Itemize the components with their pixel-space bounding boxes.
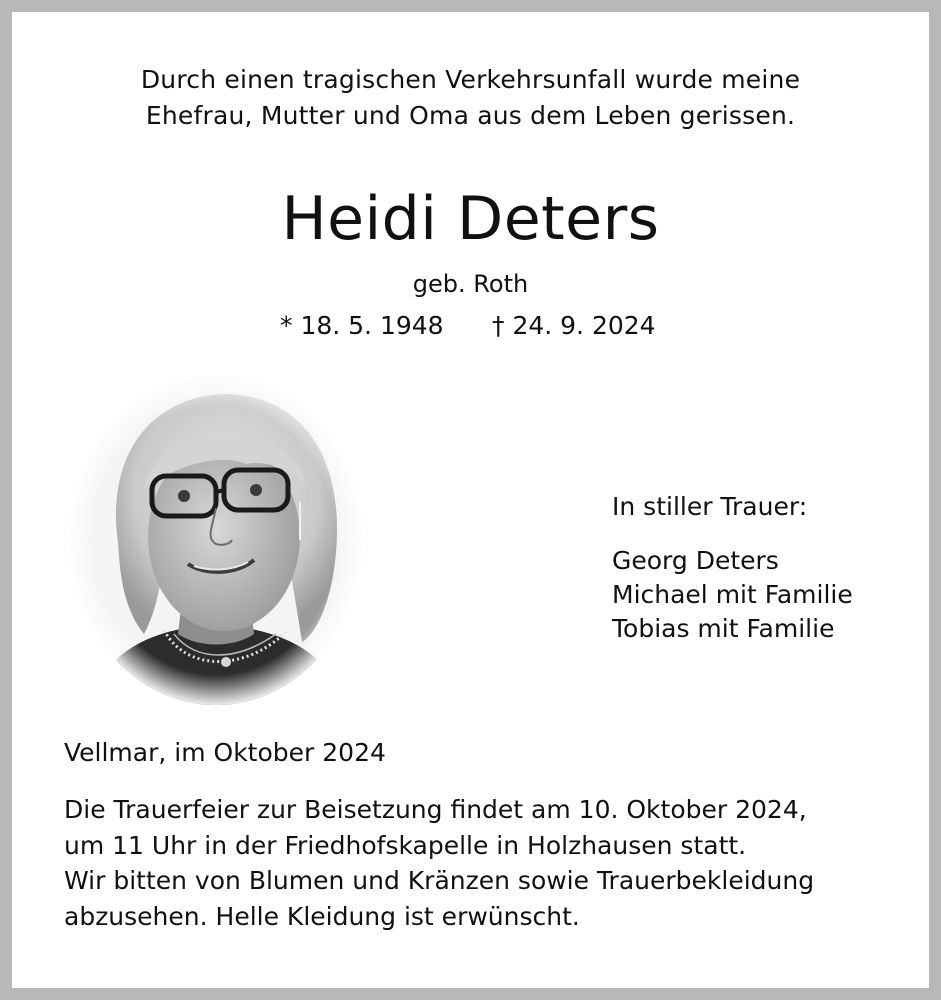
notice-line: Die Trauerfeier zur Beisetzung findet am 10. Oktober 2024,: [64, 795, 807, 824]
mourner-name: Georg Deters: [612, 546, 779, 575]
mourners-heading: In stiller Trauer:: [612, 492, 808, 521]
place-date: Vellmar, im Oktober 2024: [64, 738, 386, 767]
birth-date: * 18. 5. 1948: [280, 311, 444, 340]
intro-text: [0, 62, 941, 134]
deceased-name: Heidi Deters: [281, 184, 660, 254]
intro-line: Durch einen tragischen Verkehrsunfall wurde meine: [140, 65, 801, 94]
notice-line: um 11 Uhr in der Friedhofskapelle in Holzhausen statt.: [64, 830, 747, 860]
notice-line: Wir bitten von Blumen und Kränzen sowie Trauerbekleidung: [64, 866, 815, 895]
notice-line: abzusehen. Helle Kleidung ist erwünscht.: [64, 901, 580, 931]
maiden-name: geb. Roth: [412, 270, 529, 298]
mourners-block: [612, 490, 853, 646]
mourner-name: Michael mit Familie: [612, 580, 853, 609]
portrait-photo: [66, 372, 366, 708]
intro-line: Ehefrau, Mutter und Oma aus dem Leben gerissen.: [145, 101, 796, 130]
death-date: † 24. 9. 2024: [492, 311, 656, 340]
mourner-name: Tobias mit Familie: [612, 614, 835, 643]
funeral-notice: [64, 792, 814, 934]
